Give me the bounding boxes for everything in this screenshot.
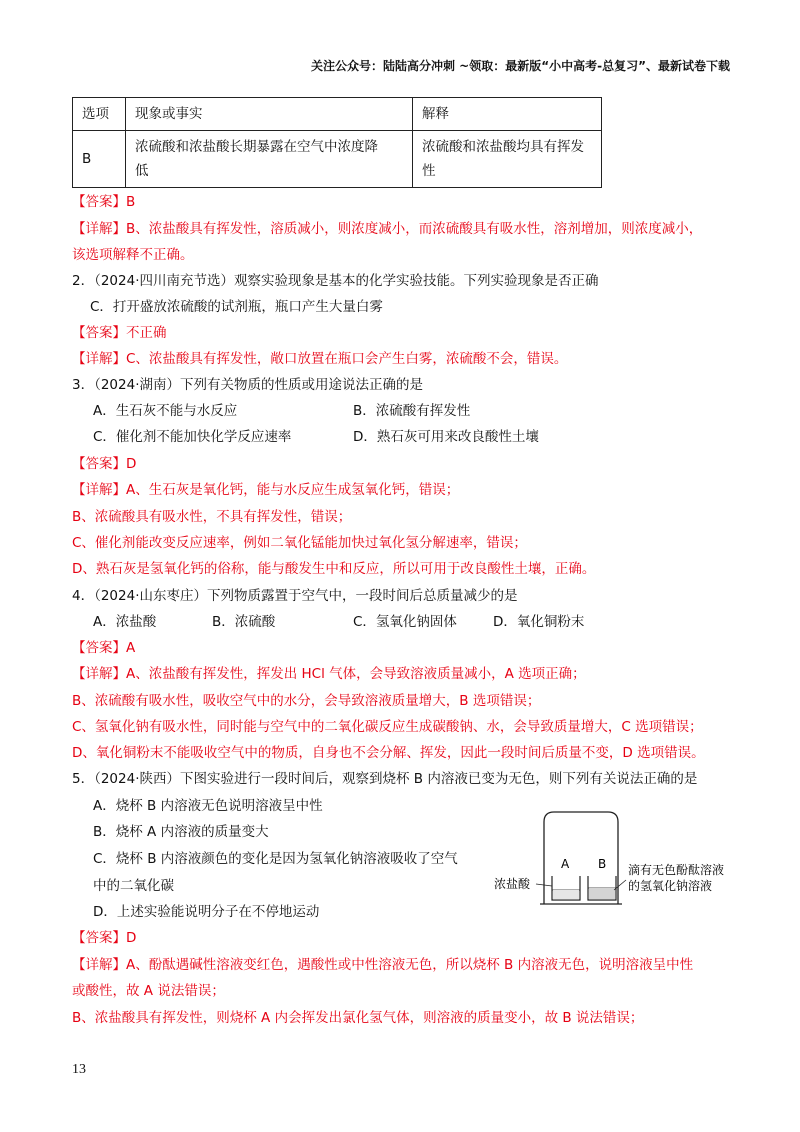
q5-experiment-figure [492, 808, 728, 912]
q5-stem: 5．（2024·陕西）下图实验进行一段时间后，观察到烧杯 B 内溶液已变为无色，则下列有关说法正确的是 [72, 771, 698, 787]
q5-detail-2: B、浓盐酸具有挥发性，则烧杯 A 内会挥发出氯化氢气体，则溶液的质量变小，故 B 说法错误； [72, 1010, 644, 1026]
answer-value: B [126, 194, 136, 210]
answer-label: 【答案】 [72, 930, 126, 946]
label-a: A [561, 857, 570, 871]
page-number: 13 [72, 1062, 86, 1077]
q4-answer [72, 638, 135, 658]
table-cell-fact [126, 131, 413, 188]
detail-text: A、酚酞遇碱性溶液变红色，遇酸性或中性溶液无色，所以烧杯 B 内溶液无色，说明溶液呈中性 [126, 957, 694, 973]
detail-text: A、生石灰是氧化钙，能与水反应生成氢氧化钙，错误； [126, 482, 460, 498]
q3-option-a: A．生石灰不能与水反应 [93, 403, 238, 419]
detail-label: 【详解】 [72, 221, 126, 237]
answer-value: D [126, 930, 137, 946]
q2-answer [72, 323, 167, 343]
detail-label: 【详解】 [72, 666, 126, 682]
q2-stem: 2．（2024·四川南充节选）观察实验现象是基本的化学实验技能。下列实验现象是否正确 [72, 273, 599, 289]
q2-option-c: C．打开盛放浓硫酸的试剂瓶，瓶口产生大量白雾 [90, 299, 383, 315]
answer-label: 【答案】 [72, 456, 126, 472]
detail-label: 【详解】 [72, 351, 126, 367]
q3-detail-2: B、浓硫酸具有吸水性，不具有挥发性，错误； [72, 509, 352, 525]
q5-detail-1b: 或酸性，故 A 说法错误； [72, 983, 225, 999]
beaker-b-liquid [589, 888, 615, 900]
detail-text: A、浓盐酸有挥发性，挥发出 HCl 气体，会导致溶液质量减小，A 选项正确； [126, 666, 586, 682]
table-cell-option: B [73, 131, 126, 188]
table-header-explain: 解释 [413, 98, 602, 131]
q5-answer [72, 928, 136, 948]
q5-option-a: A．烧杯 B 内溶液无色说明溶液呈中性 [93, 798, 323, 814]
fact-line-1: 浓硫酸和浓盐酸长期暴露在空气中浓度降 [135, 139, 378, 155]
detail-label: 【详解】 [72, 482, 126, 498]
q5-option-d: D．上述实验能说明分子在不停地运动 [93, 904, 320, 920]
q1-answer [72, 192, 135, 212]
answer-label: 【答案】 [72, 325, 126, 341]
q3-option-c: C．催化剂不能加快化学反应速率 [93, 429, 292, 445]
table-header-fact: 现象或事实 [126, 98, 413, 131]
table-header-row [73, 98, 602, 131]
q5-option-c-1: C．烧杯 B 内溶液颜色的变化是因为氢氧化钠溶液吸收了空气 [93, 851, 458, 867]
question-table [72, 97, 602, 188]
q3-stem: 3．（2024·湖南）下列有关物质的性质或用途说法正确的是 [72, 377, 423, 393]
right-label-2: 的氢氧化钠溶液 [628, 879, 713, 893]
q4-option-a: A．浓盐酸 [93, 614, 157, 630]
answer-label: 【答案】 [72, 640, 126, 656]
q4-detail-2: B、浓硫酸有吸水性，吸收空气中的水分，会导致溶液质量增大，B 选项错误； [72, 693, 541, 709]
q3-detail-4: D、熟石灰是氢氧化钙的俗称，能与酸发生中和反应，所以可用于改良酸性土壤，正确。 [72, 561, 596, 577]
q3-detail-1 [72, 480, 459, 500]
q3-answer [72, 454, 136, 474]
q4-stem: 4．（2024·山东枣庄）下列物质露置于空气中，一段时间后总质量减少的是 [72, 588, 518, 604]
q3-detail-3: C、催化剂能改变反应速率，例如二氧化锰能加快过氧化氢分解速率，错误； [72, 535, 527, 551]
fact-line-2: 低 [135, 163, 149, 179]
detail-text: C、浓盐酸具有挥发性，敞口放置在瓶口会产生白雾，浓硫酸不会，错误。 [126, 351, 568, 367]
answer-value: D [126, 456, 137, 472]
q5-option-c-2: 中的二氧化碳 [93, 878, 174, 894]
q4-detail-3: C、氢氧化钠有吸水性，同时能与空气中的二氧化碳反应生成碳酸钠、水，会导致质量增大，C 选项错误； [72, 719, 703, 735]
q4-option-c: C．氢氧化钠固体 [353, 614, 457, 630]
page-header: 关注公众号：陆陆高分冲刺 ~领取：最新版“小中高考-总复习”、最新试卷下载 [311, 59, 730, 73]
q3-option-d: D．熟石灰可用来改良酸性土壤 [353, 429, 539, 445]
q4-detail-4: D、氧化铜粉末不能吸收空气中的物质，自身也不会分解、挥发，因此一段时间后质量不变，D 选项错误。 [72, 745, 705, 761]
q4-detail-1 [72, 664, 586, 684]
q1-detail-1 [72, 219, 702, 239]
beaker-a-liquid [553, 890, 579, 900]
q4-option-d: D．氧化铜粉末 [493, 614, 585, 630]
left-label: 浓盐酸 [494, 877, 531, 891]
q2-detail [72, 349, 567, 369]
table-cell-explain: 浓硫酸和浓盐酸均具有挥发性 [413, 131, 602, 188]
q4-option-b: B．浓硫酸 [212, 614, 276, 630]
q1-detail-2: 该选项解释不正确。 [72, 247, 194, 263]
answer-label: 【答案】 [72, 194, 126, 210]
q5-option-b: B．烧杯 A 内溶液的质量变大 [93, 824, 269, 840]
q5-detail-1 [72, 955, 693, 975]
right-label-1: 滴有无色酚酞溶液 [628, 863, 725, 877]
table-header-option: 选项 [73, 98, 126, 131]
q3-option-b: B．浓硫酸有挥发性 [353, 403, 471, 419]
table-row [73, 131, 602, 188]
detail-text: B、浓盐酸具有挥发性，溶质减小，则浓度减小，而浓硫酸具有吸水性，溶剂增加，则浓度减小， [126, 221, 703, 237]
answer-value: 不正确 [126, 325, 167, 341]
detail-label: 【详解】 [72, 957, 126, 973]
label-b: B [598, 857, 607, 871]
answer-value: A [126, 640, 136, 656]
